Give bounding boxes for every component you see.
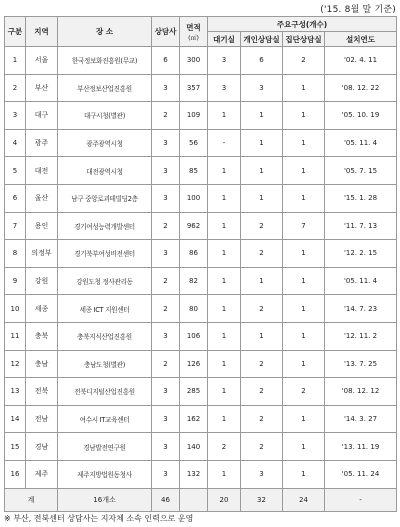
cell-place: 강원도청 정사관리동 [58, 267, 152, 295]
cell-counselors: 3 [152, 157, 180, 185]
cell-year: '15. 1. 28 [325, 184, 397, 212]
cell-counselors: 3 [152, 405, 180, 433]
header-counselors: 상담사 [152, 17, 180, 47]
total-individual: 32 [241, 488, 283, 511]
cell-no: 15 [5, 433, 26, 461]
cell-area: 285 [180, 378, 208, 406]
cell-waiting: 1 [208, 295, 241, 323]
cell-year: '13. 7. 25 [325, 350, 397, 378]
cell-year: '05. 7. 15 [325, 157, 397, 185]
cell-region: 용인 [26, 212, 58, 240]
total-year: - [325, 488, 397, 511]
header-place: 장 소 [58, 17, 152, 47]
cell-group: 1 [283, 184, 325, 212]
cell-place: 경기북부여성비전센터 [58, 240, 152, 268]
table-body [5, 47, 397, 512]
cell-area: 357 [180, 74, 208, 102]
cell-place: 부산정보산업진흥원 [58, 74, 152, 102]
cell-year: '05. 11. 4 [325, 129, 397, 157]
cell-area: 162 [180, 405, 208, 433]
cell-group: 2 [283, 378, 325, 406]
cell-year: '05. 10. 19 [325, 102, 397, 130]
table-row [5, 102, 397, 130]
cell-area: 86 [180, 240, 208, 268]
as-of-date: ('15. 8월 말 기준) [320, 5, 396, 15]
cell-no: 10 [5, 295, 26, 323]
cell-place: 여수시 IT교육센터 [58, 405, 152, 433]
cell-individual: 2 [241, 240, 283, 268]
cell-no: 14 [5, 405, 26, 433]
table-row [5, 295, 397, 323]
cell-individual: 1 [241, 322, 283, 350]
table-row [5, 212, 397, 240]
cell-waiting: 2 [208, 433, 241, 461]
table-row [5, 322, 397, 350]
cell-waiting: 1 [208, 240, 241, 268]
total-counselors: 46 [152, 488, 180, 511]
cell-region: 부산 [26, 74, 58, 102]
cell-no: 2 [5, 74, 26, 102]
table-row [5, 405, 397, 433]
header-waiting: 대기실 [208, 32, 241, 47]
cell-group: 1 [283, 74, 325, 102]
table-row [5, 350, 397, 378]
cell-area: 100 [180, 184, 208, 212]
cell-group: 1 [283, 350, 325, 378]
cell-place: 한국정보화진흥원(무교) [58, 47, 152, 75]
cell-group: 1 [283, 460, 325, 488]
cell-individual: 3 [241, 74, 283, 102]
cell-individual: 6 [241, 47, 283, 75]
cell-waiting: 1 [208, 157, 241, 185]
cell-no: 5 [5, 157, 26, 185]
header-region: 지역 [26, 17, 58, 47]
cell-area: 962 [180, 212, 208, 240]
cell-counselors: 3 [152, 378, 180, 406]
cell-no: 3 [5, 102, 26, 130]
cell-region: 대구 [26, 102, 58, 130]
cell-year: '05. 11. 24 [325, 460, 397, 488]
cell-waiting: 1 [208, 184, 241, 212]
header-area-unit: (㎡) [188, 34, 199, 42]
cell-year: '13. 11. 19 [325, 433, 397, 461]
cell-region: 전북 [26, 378, 58, 406]
cell-counselors: 2 [152, 295, 180, 323]
cell-group: 7 [283, 212, 325, 240]
cell-year: '08. 12. 12 [325, 378, 397, 406]
cell-place: 제주지방법원동청사 [58, 460, 152, 488]
cell-group: 1 [283, 322, 325, 350]
cell-no: 4 [5, 129, 26, 157]
cell-individual: 1 [241, 184, 283, 212]
cell-region: 울산 [26, 184, 58, 212]
center-status-table [4, 16, 397, 512]
cell-place: 충북지식산업진흥원 [58, 322, 152, 350]
cell-region: 충남 [26, 350, 58, 378]
cell-waiting: 1 [208, 102, 241, 130]
cell-year: '14. 3. 27 [325, 405, 397, 433]
cell-area: 56 [180, 129, 208, 157]
cell-region: 세종 [26, 295, 58, 323]
cell-waiting: 1 [208, 322, 241, 350]
total-waiting: 20 [208, 488, 241, 511]
cell-year: '11. 7. 13 [325, 212, 397, 240]
cell-region: 광주 [26, 129, 58, 157]
cell-group: 1 [283, 157, 325, 185]
table-row [5, 157, 397, 185]
cell-place: 경기여성능력개발센터 [58, 212, 152, 240]
cell-area: 106 [180, 322, 208, 350]
cell-waiting: 1 [208, 267, 241, 295]
cell-individual: 3 [241, 460, 283, 488]
table-row [5, 47, 397, 75]
cell-waiting: 1 [208, 212, 241, 240]
table-row [5, 184, 397, 212]
cell-area: 126 [180, 350, 208, 378]
cell-no: 6 [5, 184, 26, 212]
cell-place: 대전광역시청 [58, 157, 152, 185]
cell-counselors: 6 [152, 47, 180, 75]
cell-counselors: 2 [152, 350, 180, 378]
cell-place: 광주광역시청 [58, 129, 152, 157]
cell-group: 2 [283, 47, 325, 75]
cell-area: 85 [180, 157, 208, 185]
total-label: 계 [5, 488, 58, 511]
header-area [180, 17, 208, 47]
cell-no: 11 [5, 322, 26, 350]
cell-region: 강원 [26, 267, 58, 295]
cell-individual: 1 [241, 157, 283, 185]
cell-no: 7 [5, 212, 26, 240]
header-gubun: 구분 [5, 17, 26, 47]
header-group: 집단상담실 [283, 32, 325, 47]
table-row [5, 74, 397, 102]
cell-place: 남구 중앙로괴테빌딩2층 [58, 184, 152, 212]
cell-group: 1 [283, 240, 325, 268]
cell-no: 12 [5, 350, 26, 378]
total-place: 16개소 [58, 488, 152, 511]
cell-waiting: 1 [208, 350, 241, 378]
cell-individual: 2 [241, 405, 283, 433]
cell-place: 전북디지털산업진흥원 [58, 378, 152, 406]
cell-no: 16 [5, 460, 26, 488]
cell-individual: 1 [241, 267, 283, 295]
cell-waiting: - [208, 129, 241, 157]
total-group: 24 [283, 488, 325, 511]
table-row [5, 240, 397, 268]
cell-counselors: 2 [152, 102, 180, 130]
cell-area: 82 [180, 267, 208, 295]
table-row [5, 129, 397, 157]
cell-individual: 2 [241, 378, 283, 406]
cell-area: 109 [180, 102, 208, 130]
cell-place: 대구시청(별관) [58, 102, 152, 130]
cell-individual: 2 [241, 350, 283, 378]
cell-place: 경남발전연구원 [58, 433, 152, 461]
cell-individual: 1 [241, 102, 283, 130]
cell-counselors: 2 [152, 212, 180, 240]
cell-waiting: 1 [208, 460, 241, 488]
cell-counselors: 3 [152, 129, 180, 157]
cell-region: 의정부 [26, 240, 58, 268]
cell-group: 1 [283, 129, 325, 157]
footnote: ※ 부산, 전북센터 상담사는 지자체 소속 인력으로 운영 [4, 514, 194, 523]
total-row [5, 488, 397, 511]
cell-individual: 2 [241, 295, 283, 323]
cell-area: 132 [180, 460, 208, 488]
cell-no: 13 [5, 378, 26, 406]
cell-counselors: 3 [152, 460, 180, 488]
cell-year: '12. 11. 2 [325, 322, 397, 350]
cell-group: 1 [283, 102, 325, 130]
cell-individual: 2 [241, 212, 283, 240]
cell-year: '05. 11. 4 [325, 267, 397, 295]
cell-waiting: 1 [208, 405, 241, 433]
cell-region: 전남 [26, 405, 58, 433]
cell-area: 80 [180, 295, 208, 323]
cell-year: '08. 12. 22 [325, 74, 397, 102]
cell-area: 140 [180, 433, 208, 461]
header-composition: 주요구성(개수) [208, 17, 397, 32]
cell-group: 1 [283, 267, 325, 295]
cell-year: '02. 4. 11 [325, 47, 397, 75]
cell-area: 300 [180, 47, 208, 75]
cell-no: 9 [5, 267, 26, 295]
cell-no: 8 [5, 240, 26, 268]
cell-region: 서울 [26, 47, 58, 75]
cell-place: 충남도청(별관) [58, 350, 152, 378]
cell-counselors: 3 [152, 433, 180, 461]
table-row [5, 267, 397, 295]
table-row [5, 378, 397, 406]
cell-waiting: 3 [208, 47, 241, 75]
cell-region: 대전 [26, 157, 58, 185]
cell-place: 세종 ICT 지원센터 [58, 295, 152, 323]
cell-individual: 1 [241, 129, 283, 157]
cell-counselors: 2 [152, 267, 180, 295]
cell-counselors: 3 [152, 322, 180, 350]
cell-year: '14. 7. 23 [325, 295, 397, 323]
cell-no: 1 [5, 47, 26, 75]
cell-group: 1 [283, 405, 325, 433]
cell-counselors: 3 [152, 74, 180, 102]
cell-individual: 2 [241, 433, 283, 461]
cell-region: 충북 [26, 322, 58, 350]
header-established: 설치연도 [325, 32, 397, 47]
table-row [5, 433, 397, 461]
cell-region: 제주 [26, 460, 58, 488]
total-area [180, 488, 208, 511]
header-individual: 개인상담실 [241, 32, 283, 47]
cell-counselors: 3 [152, 240, 180, 268]
cell-group: 1 [283, 433, 325, 461]
cell-region: 경남 [26, 433, 58, 461]
cell-counselors: 3 [152, 184, 180, 212]
cell-year: '12. 2. 15 [325, 240, 397, 268]
table-row [5, 460, 397, 488]
header-area-label: 면적 [186, 22, 201, 32]
cell-waiting: 1 [208, 378, 241, 406]
table-header [5, 17, 397, 47]
cell-group: 1 [283, 295, 325, 323]
cell-waiting: 3 [208, 74, 241, 102]
